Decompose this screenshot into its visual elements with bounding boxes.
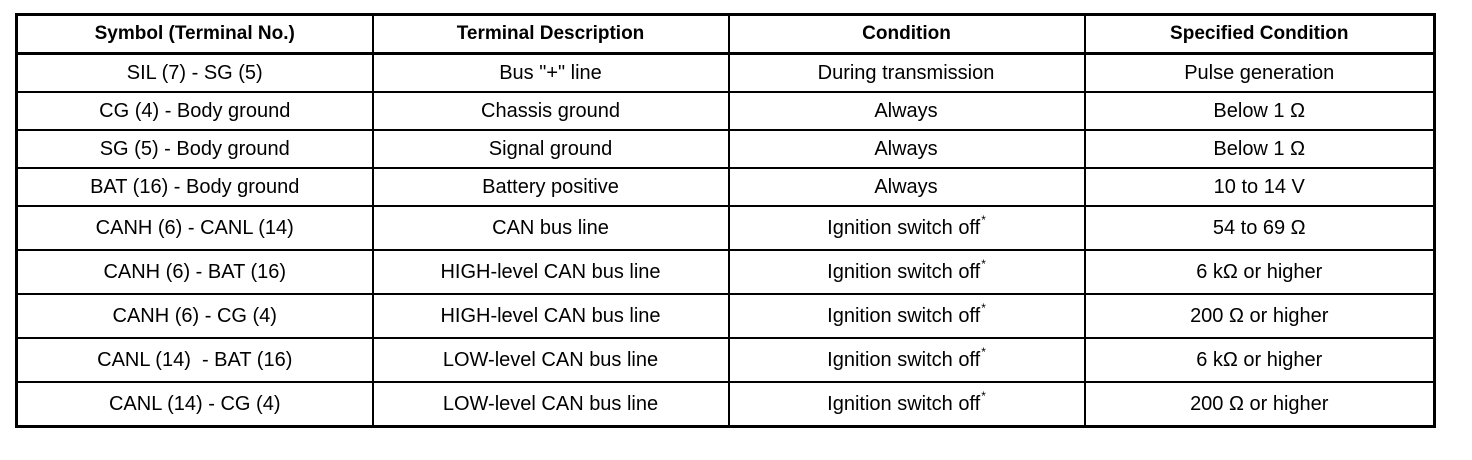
condition-text: Always [874,137,938,160]
cell-description: Battery positive [373,168,729,206]
cell-condition [729,382,1085,427]
table-row [17,250,1435,294]
condition-text: Always [874,175,938,198]
cell-description: Bus "+" line [373,54,729,93]
footnote-mark: * [981,344,986,359]
cell-symbol: CANL (14) - CG (4) [17,382,373,427]
table-row [17,382,1435,427]
condition-text: During transmission [817,61,995,84]
cell-specified: Below 1 Ω [1085,92,1435,130]
cell-condition [729,54,1085,93]
table-body [17,54,1435,427]
cell-symbol: BAT (16) - Body ground [17,168,373,206]
header-terminal-description: Terminal Description [373,15,729,54]
cell-description: HIGH-level CAN bus line [373,294,729,338]
cell-symbol: CANH (6) - BAT (16) [17,250,373,294]
condition-text: Ignition switch off [827,260,981,283]
condition-text: Always [874,99,938,122]
table-row [17,54,1435,93]
footnote-mark: * [981,300,986,315]
cell-specified: 54 to 69 Ω [1085,206,1435,250]
footnote-mark: * [981,212,986,227]
cell-condition [729,294,1085,338]
table-row [17,294,1435,338]
cell-condition [729,250,1085,294]
condition-text: Ignition switch off [827,304,981,327]
condition-text: Ignition switch off [827,348,981,371]
cell-specified: 200 Ω or higher [1085,382,1435,427]
header-condition: Condition [729,15,1085,54]
cell-symbol: CANH (6) - CG (4) [17,294,373,338]
cell-symbol: CANH (6) - CANL (14) [17,206,373,250]
condition-text: Ignition switch off [827,216,981,239]
cell-description: LOW-level CAN bus line [373,338,729,382]
cell-condition [729,206,1085,250]
cell-symbol: SIL (7) - SG (5) [17,54,373,93]
cell-condition [729,168,1085,206]
cell-specified: Below 1 Ω [1085,130,1435,168]
cell-condition [729,92,1085,130]
cell-condition [729,130,1085,168]
cell-symbol: CG (4) - Body ground [17,92,373,130]
header-row [17,15,1435,54]
table-row [17,168,1435,206]
condition-text: Ignition switch off [827,392,981,415]
terminal-spec-table-wrapper [15,13,1433,428]
cell-symbol: SG (5) - Body ground [17,130,373,168]
table-row [17,206,1435,250]
cell-description: CAN bus line [373,206,729,250]
cell-specified: 10 to 14 V [1085,168,1435,206]
cell-symbol: CANL (14) - BAT (16) [17,338,373,382]
cell-description: Chassis ground [373,92,729,130]
cell-condition [729,338,1085,382]
footnote-mark: * [981,388,986,403]
cell-description: HIGH-level CAN bus line [373,250,729,294]
footnote-mark: * [981,256,986,271]
table-header [17,15,1435,54]
cell-description: LOW-level CAN bus line [373,382,729,427]
header-symbol: Symbol (Terminal No.) [17,15,373,54]
cell-description: Signal ground [373,130,729,168]
cell-specified: 6 kΩ or higher [1085,250,1435,294]
cell-specified: 200 Ω or higher [1085,294,1435,338]
table-row [17,130,1435,168]
table-row [17,338,1435,382]
cell-specified: Pulse generation [1085,54,1435,93]
header-specified-condition: Specified Condition [1085,15,1435,54]
table-row [17,92,1435,130]
cell-specified: 6 kΩ or higher [1085,338,1435,382]
terminal-spec-table [15,13,1436,428]
